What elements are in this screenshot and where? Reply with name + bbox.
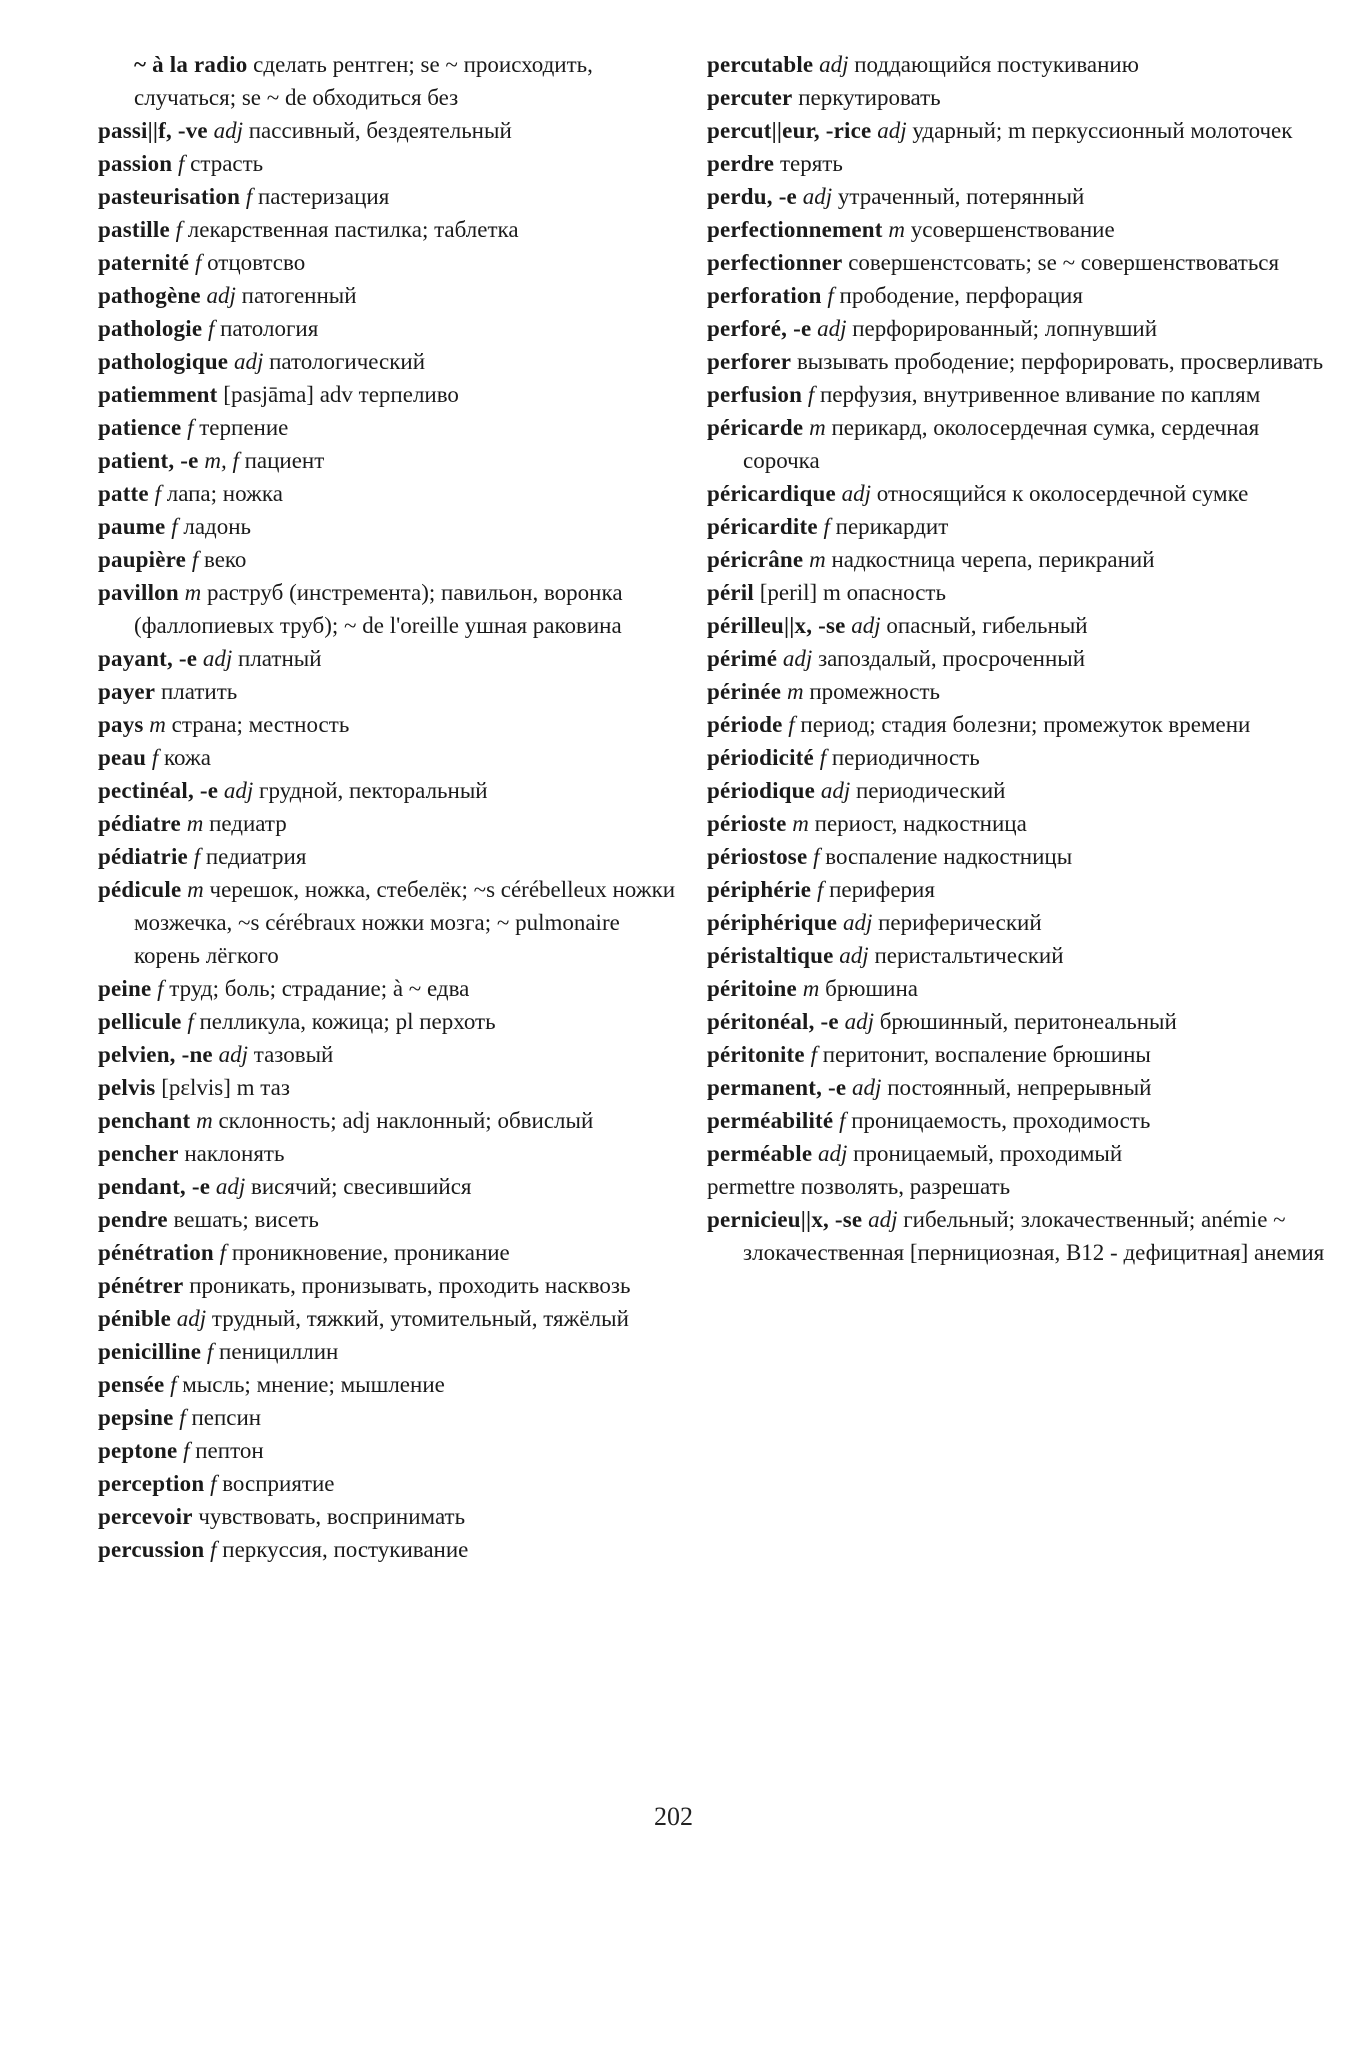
- right-column: [707, 48, 1327, 1269]
- entry-headword: péricardique: [707, 481, 836, 506]
- entry-headword: péristaltique: [707, 943, 834, 968]
- entry-headword: périphérique: [707, 910, 838, 935]
- entry-translation: педиатрия: [200, 844, 307, 869]
- entry-headword: pénétration: [98, 1240, 214, 1265]
- dictionary-entry: [707, 906, 1327, 939]
- entry-translation: проницаемый, проходимый: [847, 1141, 1123, 1166]
- entry-grammar: f: [804, 1042, 817, 1067]
- entry-headword: pectinéal, -e: [98, 778, 219, 803]
- entry-grammar: m: [803, 415, 826, 440]
- entry-headword: perfusion: [707, 382, 803, 407]
- entry-grammar: f: [204, 1471, 217, 1496]
- entry-grammar: f: [146, 745, 159, 770]
- entry-translation: сделать рентген; se ~ происходить, случаться; se ~ de обходиться без: [134, 52, 593, 110]
- entry-grammar: adj: [837, 910, 873, 935]
- entry-headword: perméabilité: [707, 1108, 834, 1133]
- dictionary-entry: [707, 279, 1327, 312]
- entry-headword: pathologique: [98, 349, 229, 374]
- entry-translation: пептон: [189, 1438, 264, 1463]
- dictionary-entry: [707, 114, 1327, 147]
- entry-translation: ударный; m перкуссионный молоточек: [906, 118, 1293, 143]
- entry-translation: [pɛlvis] m таз: [155, 1075, 290, 1100]
- entry-headword: patte: [98, 481, 149, 506]
- entry-headword: patient, -e: [98, 448, 199, 473]
- dictionary-entry: [707, 48, 1327, 81]
- entry-grammar: m: [882, 217, 906, 242]
- entry-headword: pays: [98, 712, 144, 737]
- entry-translation: брюшина: [819, 976, 918, 1001]
- dictionary-entry: [98, 576, 688, 642]
- entry-grammar: f: [169, 217, 183, 242]
- entry-headword: périphérie: [707, 877, 812, 902]
- entry-grammar: f: [181, 415, 194, 440]
- entry-translation: пепсин: [185, 1405, 262, 1430]
- entry-grammar: m: [796, 976, 820, 1001]
- dictionary-entry: [707, 1038, 1327, 1071]
- entry-headword: paternité: [98, 250, 190, 275]
- entry-headword: pavillon: [98, 580, 179, 605]
- dictionary-entry: [98, 378, 688, 411]
- entry-translation: [peril] m опасность: [754, 580, 946, 605]
- entry-grammar: adj: [197, 646, 233, 671]
- entry-headword: percuter: [707, 85, 793, 110]
- entry-translation: пациент: [238, 448, 325, 473]
- entry-grammar: f: [202, 316, 215, 341]
- dictionary-entry: [707, 1005, 1327, 1038]
- entry-headword: ~ à la radio: [134, 52, 248, 77]
- dictionary-entry: [98, 246, 688, 279]
- entry-headword: perfectionnement: [707, 217, 883, 242]
- entry-translation: наклонять: [178, 1141, 285, 1166]
- entry-headword: périoste: [707, 811, 787, 836]
- dictionary-entry: [98, 1401, 688, 1434]
- dictionary-entry: [707, 180, 1327, 213]
- entry-grammar: m: [178, 580, 202, 605]
- entry-headword: pelvis: [98, 1075, 156, 1100]
- entry-grammar: adj: [207, 118, 243, 143]
- entry-translation: лекарственная пастилка; таблетка: [182, 217, 519, 242]
- entry-grammar: f: [151, 976, 164, 1001]
- entry-grammar: adj: [777, 646, 813, 671]
- dictionary-entry: [707, 312, 1327, 345]
- entry-translation: черешок, ножка, стебелёк; ~s cérébelleux ножки мозжечка, ~s cérébraux ножки мозга; ~ pulmonaire корень лёгкого: [134, 877, 676, 968]
- dictionary-entry: [98, 807, 688, 840]
- entry-headword: pédicule: [98, 877, 182, 902]
- entry-translation: проницаемость, проходимость: [845, 1108, 1151, 1133]
- entry-translation: относящийся к околосердечной сумке: [871, 481, 1249, 506]
- entry-grammar: adj: [811, 316, 847, 341]
- entry-translation: прободение, перфорация: [833, 283, 1083, 308]
- entry-grammar: adj: [170, 1306, 207, 1331]
- dictionary-entry: [98, 642, 688, 675]
- dictionary-entry: [707, 972, 1327, 1005]
- entry-translation: висячий; свесившийся: [245, 1174, 472, 1199]
- dictionary-entry: [98, 114, 688, 147]
- dictionary-entry: [707, 213, 1327, 246]
- entry-grammar: f: [833, 1108, 846, 1133]
- entry-grammar: f: [165, 514, 178, 539]
- entry-headword: perfectionner: [707, 250, 843, 275]
- entry-translation: перфорированный; лопнувший: [846, 316, 1158, 341]
- dictionary-entry: [98, 1533, 688, 1566]
- entry-grammar: f: [148, 481, 161, 506]
- entry-headword: péricrâne: [707, 547, 804, 572]
- entry-headword: patience: [98, 415, 182, 440]
- dictionary-entry: [707, 510, 1327, 543]
- entry-translation: перистальтический: [868, 943, 1064, 968]
- entry-grammar: f: [782, 712, 795, 737]
- dictionary-entry: [98, 279, 688, 312]
- dictionary-entry: [98, 675, 688, 708]
- entry-headword: périodique: [707, 778, 816, 803]
- entry-headword: pédiatrie: [98, 844, 188, 869]
- entry-grammar: adj: [862, 1207, 898, 1232]
- entry-headword: période: [707, 712, 783, 737]
- entry-headword: penicilline: [98, 1339, 202, 1364]
- entry-translation: проникать, пронизывать, проходить насквозь: [183, 1273, 631, 1298]
- entry-translation: мысль; мнение; мышление: [176, 1372, 445, 1397]
- entry-headword: perméable: [707, 1141, 813, 1166]
- entry-translation: запоздалый, просроченный: [812, 646, 1086, 671]
- entry-headword: péritonite: [707, 1042, 805, 1067]
- entry-translation: периферический: [872, 910, 1042, 935]
- entry-grammar: f: [807, 844, 820, 869]
- entry-headword: périlleu||x, -se: [707, 613, 846, 638]
- entry-translation: тазовый: [247, 1042, 334, 1067]
- dictionary-entry: [707, 774, 1327, 807]
- dictionary-entry: [98, 1170, 688, 1203]
- entry-headword: percutable: [707, 52, 814, 77]
- dictionary-entry: [98, 1203, 688, 1236]
- entry-grammar: adj: [845, 613, 881, 638]
- entry-translation: пелликула, кожица; pl перхоть: [193, 1009, 496, 1034]
- entry-translation: кожа: [158, 745, 212, 770]
- entry-translation: восприятие: [216, 1471, 335, 1496]
- entry-grammar: m: [190, 1108, 213, 1133]
- dictionary-entry: [98, 312, 688, 345]
- entry-grammar: f: [813, 745, 827, 770]
- dictionary-entry: [98, 1038, 688, 1071]
- entry-translation: опасный, гибельный: [880, 613, 1088, 638]
- entry-translation: периост, надкостница: [808, 811, 1027, 836]
- entry-headword: pensée: [98, 1372, 165, 1397]
- entry-translation: пенициллин: [213, 1339, 339, 1364]
- entry-headword: paupière: [98, 547, 187, 572]
- entry-headword: périmé: [707, 646, 778, 671]
- entry-translation: перкутировать: [792, 85, 941, 110]
- entry-grammar: f: [181, 1009, 194, 1034]
- entry-headword: pasteurisation: [98, 184, 241, 209]
- dictionary-entry: [707, 477, 1327, 510]
- dictionary-entry: [98, 1071, 688, 1104]
- entry-headword: passi||f, -ve: [98, 118, 208, 143]
- entry-grammar: f: [821, 283, 834, 308]
- dictionary-entry: [98, 1236, 688, 1269]
- entry-translation: поддающийся постукиванию: [848, 52, 1139, 77]
- entry-headword: pathogène: [98, 283, 201, 308]
- entry-translation: периферия: [823, 877, 935, 902]
- entry-grammar: adj: [212, 1042, 248, 1067]
- dictionary-entry: [98, 1302, 688, 1335]
- entry-headword: péritoine: [707, 976, 797, 1001]
- entry-headword: perforation: [707, 283, 822, 308]
- entry-grammar: m: [781, 679, 804, 704]
- entry-headword: périnée: [707, 679, 782, 704]
- entry-translation: перикард, околосердечная сумка, сердечная сорочка: [743, 415, 1260, 473]
- entry-translation: гибельный; злокачественный; anémie ~ злокачественная [пернициозная, B12 - дефицитная] анемия: [743, 1207, 1325, 1265]
- entry-headword: péritonéal, -e: [707, 1009, 839, 1034]
- entry-headword: périostose: [707, 844, 808, 869]
- dictionary-entry: [98, 708, 688, 741]
- entry-translation: пастеризация: [252, 184, 390, 209]
- entry-grammar: adj: [228, 349, 264, 374]
- entry-translation: грудной, пекторальный: [253, 778, 488, 803]
- entry-headword: pédiatre: [98, 811, 181, 836]
- entry-translation: перитонит, воспаление брюшины: [816, 1042, 1151, 1067]
- entry-grammar: adj: [815, 778, 851, 803]
- entry-grammar: f: [189, 250, 202, 275]
- entry-headword: péricarde: [707, 415, 804, 440]
- entry-headword: pepsine: [98, 1405, 174, 1430]
- entry-translation: брюшинный, перитонеальный: [873, 1009, 1177, 1034]
- entry-headword: peine: [98, 976, 152, 1001]
- entry-grammar: adj: [796, 184, 833, 209]
- entry-headword: perception: [98, 1471, 205, 1496]
- entry-translation: перикардит: [829, 514, 949, 539]
- entry-headword: payant, -e: [98, 646, 198, 671]
- entry-grammar: f: [164, 1372, 177, 1397]
- entry-headword: pathologie: [98, 316, 203, 341]
- dictionary-entry: [98, 180, 688, 213]
- entry-headword: payer: [98, 679, 156, 704]
- entry-grammar: f: [173, 1405, 186, 1430]
- entry-translation: платить: [155, 679, 238, 704]
- entry-grammar: adj: [835, 481, 872, 506]
- entry-headword: percut||eur, -rice: [707, 118, 872, 143]
- dictionary-entry: [707, 1137, 1327, 1170]
- dictionary-entry: [707, 609, 1327, 642]
- dictionary-entry: [707, 246, 1327, 279]
- dictionary-entry: [98, 1434, 688, 1467]
- dictionary-entry: [707, 939, 1327, 972]
- entry-grammar: m, f: [198, 448, 239, 473]
- dictionary-entry: [707, 1203, 1327, 1269]
- entry-headword: pénétrer: [98, 1273, 184, 1298]
- entry-grammar: adj: [218, 778, 254, 803]
- dictionary-entry: [707, 1170, 1327, 1203]
- entry-grammar: f: [817, 514, 830, 539]
- entry-grammar: m: [180, 811, 204, 836]
- entry-translation: промежность: [803, 679, 940, 704]
- entry-grammar: m: [181, 877, 204, 902]
- dictionary-entry: [98, 1005, 688, 1038]
- entry-translation: веко: [198, 547, 247, 572]
- dictionary-entry: [707, 345, 1327, 378]
- entry-grammar: f: [187, 844, 201, 869]
- entry-translation: патогенный: [235, 283, 357, 308]
- entry-headword: péricardite: [707, 514, 818, 539]
- entry-translation: трудный, тяжкий, утомительный, тяжёлый: [206, 1306, 629, 1331]
- dictionary-entry: [707, 378, 1327, 411]
- dictionary-entry: [98, 972, 688, 1005]
- dictionary-entry: [98, 147, 688, 180]
- entry-headword: pencher: [98, 1141, 179, 1166]
- entry-translation: период; стадия болезни; промежуток времени: [794, 712, 1251, 737]
- left-column: [98, 48, 688, 1566]
- entry-translation: воспаление надкостницы: [819, 844, 1073, 869]
- entry-grammar: adj: [871, 118, 907, 143]
- entry-headword: penchant: [98, 1108, 191, 1133]
- entry-grammar: f: [177, 1438, 190, 1463]
- entry-translation: permettre позволять, разрешать: [707, 1174, 1011, 1199]
- entry-headword: pendre: [98, 1207, 168, 1232]
- page-number: 202: [654, 1802, 693, 1831]
- dictionary-entry: [707, 576, 1327, 609]
- entry-headword: perforer: [707, 349, 792, 374]
- entry-grammar: adj: [833, 943, 869, 968]
- entry-grammar: m: [786, 811, 809, 836]
- entry-translation: периодичность: [826, 745, 980, 770]
- entry-grammar: f: [186, 547, 199, 572]
- entry-headword: pellicule: [98, 1009, 182, 1034]
- entry-translation: страна; местность: [165, 712, 350, 737]
- entry-grammar: f: [213, 1240, 227, 1265]
- entry-translation: педиатр: [203, 811, 287, 836]
- entry-translation: [pasjāma] adv терпеливо: [217, 382, 459, 407]
- dictionary-entry: [98, 1467, 688, 1500]
- entry-translation: перфузия, внутривенное вливание по каплям: [814, 382, 1261, 407]
- dictionary-entry: [98, 1269, 688, 1302]
- dictionary-entry: [707, 708, 1327, 741]
- entry-grammar: f: [811, 877, 824, 902]
- entry-translation: лапа; ножка: [160, 481, 283, 506]
- dictionary-entry: [98, 873, 688, 972]
- entry-translation: надкостница черепа, перикраний: [825, 547, 1155, 572]
- entry-grammar: adj: [813, 52, 849, 77]
- entry-translation: отцовтсво: [201, 250, 306, 275]
- entry-translation: страсть: [184, 151, 264, 176]
- entry-translation: раструб (инстремента); павильон, воронка (фаллопиевых труб); ~ de l'oreille ушная раковина: [134, 580, 623, 638]
- entry-translation: патологический: [263, 349, 426, 374]
- dictionary-entry: [707, 147, 1327, 180]
- dictionary-entry: [98, 411, 688, 444]
- dictionary-entry: [98, 1500, 688, 1533]
- entry-translation: усовершенствование: [905, 217, 1115, 242]
- dictionary-entry: [98, 1104, 688, 1137]
- entry-grammar: m: [143, 712, 166, 737]
- dictionary-entry: [707, 81, 1327, 114]
- dictionary-entry: [707, 411, 1327, 477]
- dictionary-entry: [98, 1368, 688, 1401]
- entry-headword: peptone: [98, 1438, 178, 1463]
- entry-translation: ладонь: [177, 514, 252, 539]
- entry-grammar: f: [240, 184, 253, 209]
- dictionary-entry: [707, 1104, 1327, 1137]
- dictionary-entry: [98, 213, 688, 246]
- entry-grammar: adj: [210, 1174, 246, 1199]
- entry-grammar: f: [204, 1537, 217, 1562]
- dictionary-entry: [98, 477, 688, 510]
- entry-translation: постоянный, непрерывный: [881, 1075, 1152, 1100]
- dictionary-entry: [98, 543, 688, 576]
- entry-translation: перкуссия, постукивание: [216, 1537, 469, 1562]
- entry-headword: percussion: [98, 1537, 205, 1562]
- dictionary-entry: [98, 741, 688, 774]
- entry-headword: permanent, -e: [707, 1075, 847, 1100]
- dictionary-entry: [98, 444, 688, 477]
- entry-headword: péril: [707, 580, 754, 605]
- entry-translation: терять: [774, 151, 843, 176]
- entry-headword: pelvien, -ne: [98, 1042, 213, 1067]
- dictionary-entry: [707, 741, 1327, 774]
- entry-headword: passion: [98, 151, 173, 176]
- entry-headword: patiemment: [98, 382, 218, 407]
- entry-headword: peau: [98, 745, 147, 770]
- dictionary-entry: [98, 48, 688, 114]
- entry-translation: совершенстсовать; se ~ совершенствоваться: [842, 250, 1280, 275]
- entry-grammar: f: [201, 1339, 214, 1364]
- entry-translation: утраченный, потерянный: [832, 184, 1085, 209]
- entry-headword: périodicité: [707, 745, 814, 770]
- entry-grammar: adj: [812, 1141, 848, 1166]
- entry-headword: pastille: [98, 217, 170, 242]
- entry-translation: склонность; adj наклонный; обвислый: [212, 1108, 594, 1133]
- dictionary-entry: [98, 774, 688, 807]
- entry-grammar: adj: [846, 1075, 882, 1100]
- entry-headword: pendant, -e: [98, 1174, 211, 1199]
- dictionary-entry: [707, 1071, 1327, 1104]
- entry-grammar: f: [802, 382, 815, 407]
- dictionary-entry: [707, 543, 1327, 576]
- entry-translation: периодический: [850, 778, 1006, 803]
- entry-translation: вызывать прободение; перфорировать, просверливать: [791, 349, 1324, 374]
- dictionary-entry: [98, 1335, 688, 1368]
- dictionary-entry: [707, 675, 1327, 708]
- entry-translation: проникновение, проникание: [226, 1240, 510, 1265]
- entry-grammar: m: [803, 547, 826, 572]
- entry-headword: percevoir: [98, 1504, 193, 1529]
- dictionary-entry: [707, 807, 1327, 840]
- entry-grammar: adj: [200, 283, 236, 308]
- entry-headword: pénible: [98, 1306, 171, 1331]
- entry-headword: pernicieu||x, -se: [707, 1207, 863, 1232]
- dictionary-entry: [98, 1137, 688, 1170]
- entry-translation: патология: [214, 316, 319, 341]
- entry-headword: perdre: [707, 151, 775, 176]
- entry-headword: perforé, -e: [707, 316, 812, 341]
- dictionary-entry: [707, 873, 1327, 906]
- entry-translation: чувствовать, воспринимать: [192, 1504, 466, 1529]
- entry-headword: paume: [98, 514, 166, 539]
- entry-grammar: f: [172, 151, 185, 176]
- entry-translation: платный: [232, 646, 322, 671]
- dictionary-entry: [98, 510, 688, 543]
- entry-headword: perdu, -e: [707, 184, 797, 209]
- entry-grammar: adj: [838, 1009, 874, 1034]
- dictionary-entry: [98, 345, 688, 378]
- dictionary-entry: [707, 642, 1327, 675]
- dictionary-entry: [98, 840, 688, 873]
- entry-translation: пассивный, бездеятельный: [242, 118, 512, 143]
- entry-translation: терпение: [193, 415, 289, 440]
- dictionary-entry: [707, 840, 1327, 873]
- entry-translation: труд; боль; страдание; à ~ едва: [163, 976, 470, 1001]
- entry-translation: вешать; висеть: [167, 1207, 319, 1232]
